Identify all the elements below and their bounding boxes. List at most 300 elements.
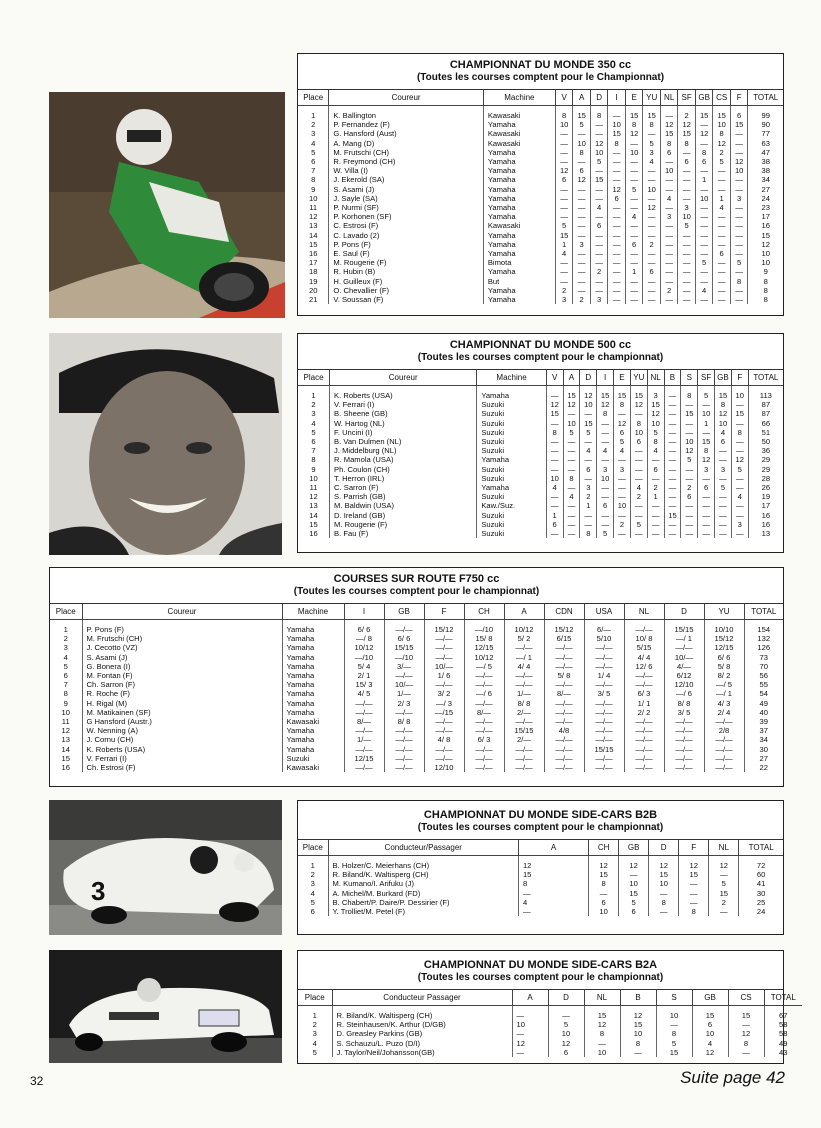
- score-cell: —: [647, 520, 664, 529]
- table-sidecars-b2b: [297, 800, 784, 935]
- score-cell: Yamaha: [477, 455, 546, 464]
- table-row: [298, 1011, 802, 1020]
- score-cell: —: [590, 194, 608, 203]
- table-row: [50, 717, 783, 726]
- score-cell: 8: [614, 400, 631, 409]
- score-cell: 6: [695, 157, 713, 166]
- place-cell: 11: [298, 483, 330, 492]
- score-cell: 15: [731, 409, 748, 418]
- score-cell: —: [678, 185, 696, 194]
- total-cell: 30: [756, 888, 766, 898]
- score-cell: 15: [730, 120, 748, 129]
- score-cell: —: [620, 1048, 656, 1057]
- score-cell: —: [664, 437, 681, 446]
- score-cell: —: [555, 267, 573, 276]
- total-cell: 87: [761, 400, 771, 410]
- column-header: A: [512, 990, 548, 1006]
- score-cell: —: [608, 203, 626, 212]
- table-row: [298, 409, 783, 418]
- total-cell: 66: [761, 418, 771, 428]
- total-cell: 8: [763, 285, 768, 295]
- rider-cell: V. Ferrari (I): [330, 400, 477, 409]
- score-cell: —: [660, 277, 678, 286]
- score-cell: 8/—: [344, 717, 384, 726]
- score-cell: 12: [647, 409, 664, 418]
- score-cell: —: [731, 446, 748, 455]
- score-cell: 4: [625, 212, 643, 221]
- score-cell: —: [715, 529, 732, 538]
- score-cell: 10: [730, 166, 748, 175]
- score-cell: 8: [555, 111, 573, 120]
- score-cell: 3: [647, 391, 664, 400]
- rider-cell: W. Hartog (NL): [330, 419, 477, 428]
- score-cell: —: [597, 437, 614, 446]
- score-cell: Yamaha: [477, 391, 546, 400]
- score-cell: —: [630, 409, 647, 418]
- column-header: F: [731, 370, 748, 386]
- column-header: Coureur: [82, 604, 282, 620]
- score-cell: —/—: [664, 726, 704, 735]
- score-cell: 8: [518, 879, 588, 888]
- score-cell: 6: [590, 221, 608, 230]
- score-cell: —: [573, 194, 591, 203]
- total-cell: 29: [761, 464, 771, 474]
- score-cell: 12: [730, 157, 748, 166]
- table-row: [298, 148, 783, 157]
- score-cell: —: [664, 455, 681, 464]
- total-cell: 28: [761, 473, 771, 483]
- score-cell: —: [664, 400, 681, 409]
- place-cell: 3: [298, 1029, 332, 1038]
- rider-cell: V. Ferrari (I): [82, 754, 282, 763]
- score-cell: —: [643, 194, 661, 203]
- score-cell: —: [698, 492, 715, 501]
- score-cell: 6/ 6: [704, 653, 744, 662]
- score-cell: 15/15: [584, 745, 624, 754]
- score-cell: —: [713, 286, 731, 295]
- score-cell: —: [555, 212, 573, 221]
- place-cell: 3: [50, 643, 82, 652]
- score-cell: 10: [597, 474, 614, 483]
- total-cell: 8: [763, 276, 768, 286]
- place-cell: 7: [298, 446, 330, 455]
- score-cell: 4: [731, 492, 748, 501]
- score-cell: 15: [728, 1011, 764, 1020]
- place-cell: 8: [298, 455, 330, 464]
- score-cell: —: [546, 391, 563, 400]
- score-cell: —/—: [384, 671, 424, 680]
- total-cell: 24: [761, 193, 770, 203]
- score-cell: —: [625, 295, 643, 304]
- score-cell: 12: [625, 129, 643, 138]
- column-header: D: [580, 370, 597, 386]
- table-row: [298, 879, 783, 888]
- score-cell: 15: [555, 231, 573, 240]
- score-cell: Suzuki: [477, 492, 546, 501]
- score-cell: —: [664, 409, 681, 418]
- total-cell: 47: [761, 147, 770, 157]
- table-row: [50, 763, 783, 772]
- score-cell: 12: [620, 1011, 656, 1020]
- place-cell: 5: [298, 148, 329, 157]
- score-cell: 6: [546, 520, 563, 529]
- score-cell: 15: [692, 1011, 728, 1020]
- score-cell: 12/15: [464, 643, 504, 652]
- score-cell: —: [695, 166, 713, 175]
- score-cell: —: [660, 111, 678, 120]
- table-row: [50, 680, 783, 689]
- score-cell: 1/ 1: [624, 699, 664, 708]
- score-cell: —: [608, 267, 626, 276]
- score-cell: 4/ 8: [424, 735, 464, 744]
- score-cell: 10: [625, 148, 643, 157]
- score-cell: —: [679, 898, 709, 907]
- table-row: [298, 1048, 802, 1057]
- rider-cell: S. Asami (J): [82, 653, 282, 662]
- score-cell: —/—: [504, 680, 544, 689]
- total-cell: 10: [761, 249, 770, 259]
- score-cell: 3/ 5: [584, 689, 624, 698]
- score-cell: 10: [647, 419, 664, 428]
- score-cell: —: [656, 1020, 692, 1029]
- score-cell: 12/10: [664, 680, 704, 689]
- standings-table: [298, 840, 783, 916]
- score-cell: 5: [580, 428, 597, 437]
- table-row: [298, 295, 783, 304]
- score-cell: —: [715, 501, 732, 510]
- table-row: [298, 111, 783, 120]
- score-cell: —: [590, 231, 608, 240]
- score-cell: 6: [660, 148, 678, 157]
- score-cell: 6/15: [544, 634, 584, 643]
- score-cell: —: [590, 185, 608, 194]
- column-header: Place: [50, 604, 82, 620]
- score-cell: —: [614, 455, 631, 464]
- score-cell: —/—: [584, 680, 624, 689]
- column-header: GB: [695, 90, 713, 106]
- score-cell: —: [731, 474, 748, 483]
- score-cell: 15: [649, 870, 679, 879]
- score-cell: —: [630, 474, 647, 483]
- score-cell: —/—: [504, 643, 544, 652]
- score-cell: —: [608, 249, 626, 258]
- score-cell: —: [647, 511, 664, 520]
- score-cell: —: [695, 212, 713, 221]
- rider-cell: J. Cecotto (VZ): [82, 643, 282, 652]
- column-header: A: [518, 840, 588, 856]
- score-cell: —: [563, 529, 580, 538]
- score-cell: —: [698, 474, 715, 483]
- score-cell: 8: [630, 419, 647, 428]
- score-cell: —/—: [584, 653, 624, 662]
- score-cell: —: [660, 221, 678, 230]
- score-cell: —: [678, 277, 696, 286]
- score-cell: 4/—: [664, 662, 704, 671]
- score-cell: 3: [643, 148, 661, 157]
- score-cell: 12: [709, 861, 739, 870]
- score-cell: —: [647, 474, 664, 483]
- score-cell: 5: [630, 520, 647, 529]
- score-cell: —: [614, 409, 631, 418]
- score-cell: —/—: [584, 717, 624, 726]
- score-cell: —: [695, 267, 713, 276]
- score-cell: —: [681, 419, 698, 428]
- score-cell: —/—: [704, 717, 744, 726]
- column-header: Place: [298, 840, 328, 856]
- column-header: YU: [704, 604, 744, 620]
- score-cell: —: [597, 428, 614, 437]
- score-cell: —: [573, 157, 591, 166]
- score-cell: —/ 6: [464, 689, 504, 698]
- score-cell: 2: [614, 520, 631, 529]
- column-header: F: [730, 90, 748, 106]
- score-cell: 2: [713, 148, 731, 157]
- score-cell: Yamaha: [483, 240, 555, 249]
- column-header: D: [649, 840, 679, 856]
- column-header: I: [597, 370, 614, 386]
- score-cell: —: [573, 277, 591, 286]
- score-cell: —: [713, 231, 731, 240]
- total-cell: 12: [761, 239, 770, 249]
- score-cell: 6: [614, 428, 631, 437]
- score-cell: —/—: [544, 662, 584, 671]
- score-cell: —/—: [504, 717, 544, 726]
- score-cell: —: [563, 511, 580, 520]
- score-cell: —/—: [624, 671, 664, 680]
- score-cell: 1: [647, 492, 664, 501]
- score-cell: —/—: [464, 726, 504, 735]
- score-cell: —/—: [624, 680, 664, 689]
- score-cell: Yamaha: [483, 120, 555, 129]
- total-cell: 70: [759, 661, 768, 671]
- score-cell: —: [678, 286, 696, 295]
- total-cell: 67: [779, 1011, 788, 1020]
- column-header: GB: [692, 990, 728, 1006]
- score-cell: —/—: [384, 726, 424, 735]
- score-cell: 6: [573, 166, 591, 175]
- total-cell: 73: [759, 652, 768, 662]
- place-cell: 1: [298, 1011, 332, 1020]
- score-cell: —/—: [544, 754, 584, 763]
- rider-cell: D. Greasley Parkins (GB): [332, 1029, 512, 1038]
- place-cell: 1: [298, 861, 328, 870]
- score-cell: —: [546, 455, 563, 464]
- score-cell: Suzuki: [282, 754, 344, 763]
- table-row: [50, 745, 783, 754]
- score-cell: 8: [584, 1029, 620, 1038]
- table-row: [298, 212, 783, 221]
- score-cell: 8: [647, 437, 664, 446]
- score-cell: Suzuki: [477, 437, 546, 446]
- rider-cell: R. Freymond (CH): [329, 157, 483, 166]
- score-cell: —: [730, 175, 748, 184]
- score-cell: 3: [597, 465, 614, 474]
- score-cell: 12: [715, 409, 732, 418]
- total-cell: 63: [761, 138, 770, 148]
- score-cell: 6: [619, 907, 649, 916]
- score-cell: 2/ 2: [624, 708, 664, 717]
- column-header: NL: [709, 840, 739, 856]
- total-cell: 60: [756, 870, 766, 880]
- score-cell: 5/15: [624, 643, 664, 652]
- table-f750: [49, 567, 784, 787]
- place-cell: 2: [50, 634, 82, 643]
- score-cell: 15: [678, 129, 696, 138]
- score-cell: 10: [512, 1020, 548, 1029]
- table-row: [298, 520, 783, 529]
- score-cell: —: [608, 240, 626, 249]
- score-cell: —/—: [544, 745, 584, 754]
- score-cell: 12: [619, 861, 649, 870]
- score-cell: —: [647, 455, 664, 464]
- table-row: [298, 400, 783, 409]
- score-cell: —: [608, 212, 626, 221]
- score-cell: 4: [713, 203, 731, 212]
- score-cell: —/ 6: [664, 689, 704, 698]
- score-cell: —: [573, 221, 591, 230]
- table-row: [298, 286, 783, 295]
- score-cell: —: [573, 129, 591, 138]
- total-cell: 154: [757, 625, 771, 634]
- score-cell: Yamaha: [483, 157, 555, 166]
- rider-cell: O. Chevallier (F): [329, 286, 483, 295]
- score-cell: —: [660, 240, 678, 249]
- score-cell: —: [664, 391, 681, 400]
- total-cell: 34: [759, 735, 768, 745]
- score-cell: Yamaha: [483, 212, 555, 221]
- score-cell: —: [643, 258, 661, 267]
- score-cell: —: [512, 1011, 548, 1020]
- total-cell: 22: [759, 763, 768, 773]
- score-cell: —: [590, 129, 608, 138]
- score-cell: 8: [728, 1039, 764, 1048]
- place-cell: 5: [298, 898, 328, 907]
- column-header: A: [563, 370, 580, 386]
- score-cell: —: [713, 185, 731, 194]
- score-cell: 3: [590, 295, 608, 304]
- score-cell: —: [698, 501, 715, 510]
- column-header: E: [625, 90, 643, 106]
- score-cell: 1: [698, 419, 715, 428]
- score-cell: Yamaha: [282, 662, 344, 671]
- total-cell: 24: [756, 907, 766, 917]
- score-cell: 1: [580, 501, 597, 510]
- column-header: TOTAL: [739, 840, 783, 856]
- score-cell: 12: [512, 1039, 548, 1048]
- score-cell: 3/ 2: [424, 689, 464, 698]
- score-cell: —: [678, 295, 696, 304]
- table-row: [298, 501, 783, 510]
- score-cell: —: [580, 409, 597, 418]
- score-cell: —: [730, 203, 748, 212]
- score-cell: —: [563, 409, 580, 418]
- score-cell: —/—: [424, 754, 464, 763]
- score-cell: —: [563, 520, 580, 529]
- score-cell: 12: [731, 455, 748, 464]
- score-cell: 12: [589, 861, 619, 870]
- score-cell: —: [555, 129, 573, 138]
- score-cell: —: [730, 240, 748, 249]
- rider-cell: F. Uncini (I): [330, 428, 477, 437]
- score-cell: 5: [625, 185, 643, 194]
- column-header: Machine: [477, 370, 546, 386]
- score-cell: 5: [656, 1039, 692, 1048]
- total-cell: 38: [761, 166, 770, 176]
- score-cell: —: [681, 474, 698, 483]
- table-row: [298, 465, 783, 474]
- score-cell: —: [695, 295, 713, 304]
- score-cell: —: [709, 907, 739, 916]
- score-cell: —: [608, 277, 626, 286]
- place-cell: 1: [298, 111, 329, 120]
- score-cell: 5: [715, 483, 732, 492]
- score-cell: —: [681, 501, 698, 510]
- score-cell: —: [546, 501, 563, 510]
- score-cell: —: [630, 511, 647, 520]
- table-row: [50, 625, 783, 634]
- place-cell: 16: [50, 763, 82, 772]
- score-cell: —: [647, 501, 664, 510]
- rider-cell: T. Herron (IRL): [330, 474, 477, 483]
- score-cell: —/—: [384, 708, 424, 717]
- score-cell: —: [630, 465, 647, 474]
- score-cell: —/10: [384, 653, 424, 662]
- score-cell: —: [608, 258, 626, 267]
- sidecar-b2a-photo: [49, 950, 282, 1063]
- score-cell: 8: [573, 148, 591, 157]
- score-cell: 15: [679, 870, 709, 879]
- continued-note: Suite page 42: [680, 1068, 785, 1087]
- score-cell: —: [608, 175, 626, 184]
- total-cell: 39: [759, 717, 768, 727]
- score-cell: —/—: [544, 763, 584, 772]
- score-cell: —: [597, 419, 614, 428]
- score-cell: —: [678, 148, 696, 157]
- score-cell: 15: [715, 391, 732, 400]
- score-cell: Yamaha: [282, 680, 344, 689]
- score-cell: 2: [681, 483, 698, 492]
- score-cell: 8: [695, 148, 713, 157]
- score-cell: —: [584, 1039, 620, 1048]
- score-cell: 15/12: [704, 634, 744, 643]
- table-row: [298, 437, 783, 446]
- score-cell: 5: [643, 139, 661, 148]
- table-350cc: [297, 53, 784, 316]
- score-cell: —: [730, 295, 748, 304]
- score-cell: —/—: [384, 745, 424, 754]
- rider-portrait-photo: [49, 333, 282, 555]
- rider-cell: D. Ireland (GB): [330, 511, 477, 520]
- score-cell: —/—: [464, 763, 504, 772]
- rider-cell: Y. Trolliet/M. Petel (F): [328, 907, 518, 916]
- column-header: CDN: [544, 604, 584, 620]
- total-cell: 27: [761, 184, 770, 194]
- table-row: [298, 203, 783, 212]
- score-cell: 4: [660, 194, 678, 203]
- table-subtitle: (Toutes les courses comptent pour le championnat): [298, 972, 783, 990]
- score-cell: 2: [709, 898, 739, 907]
- rider-cell: B. Chabert/P. Daire/P. Dessirier (F): [328, 898, 518, 907]
- score-cell: —: [695, 203, 713, 212]
- total-cell: 58: [779, 1020, 788, 1030]
- score-cell: —: [730, 148, 748, 157]
- score-cell: —/—: [464, 671, 504, 680]
- score-cell: Kawasaki: [282, 717, 344, 726]
- score-cell: —/ 8: [344, 634, 384, 643]
- score-cell: 6: [630, 437, 647, 446]
- score-cell: —: [512, 1029, 548, 1038]
- score-cell: —: [580, 474, 597, 483]
